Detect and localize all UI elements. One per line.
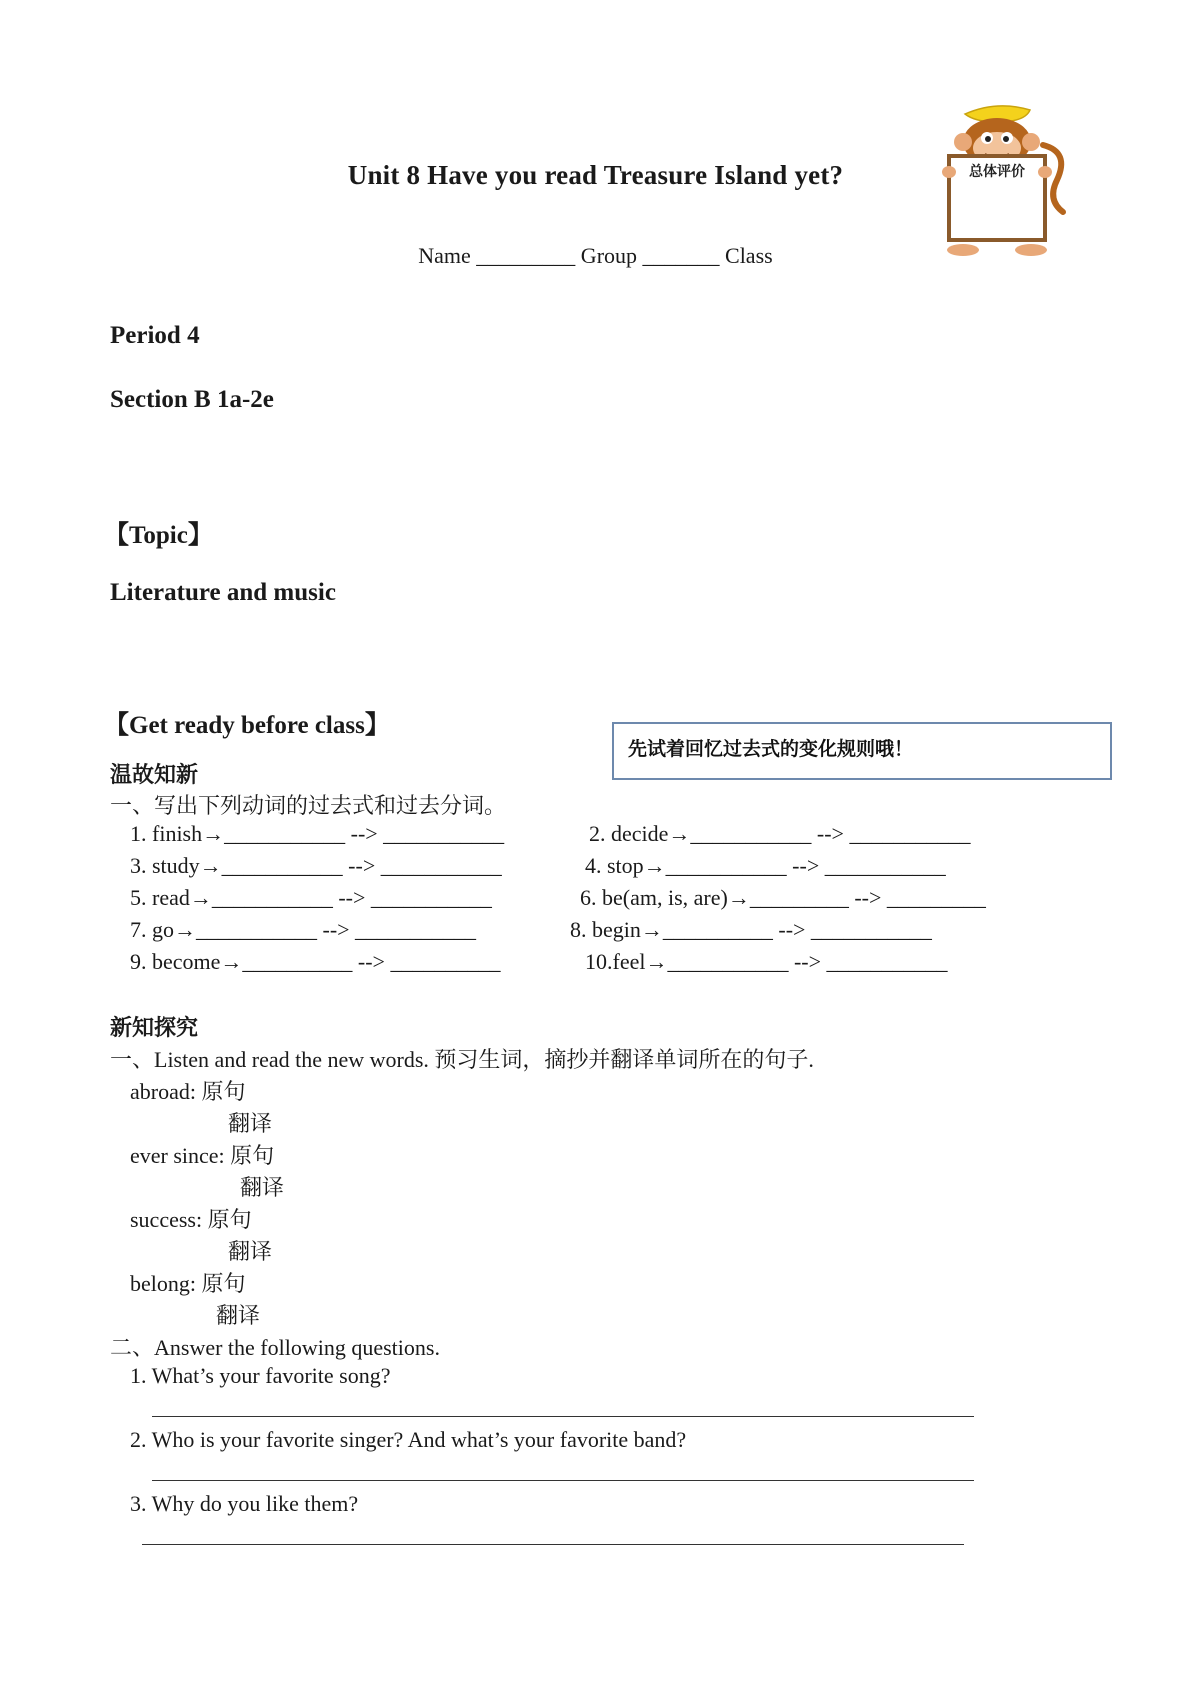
verb-item-9: 9. become→__________ --> __________ <box>130 949 501 974</box>
word-abroad: abroad: 原句 <box>130 1079 246 1104</box>
word-success: success: 原句 <box>130 1207 252 1232</box>
topic-text: Literature and music <box>110 579 336 606</box>
verb-item-7: 7. go→___________ --> ___________ <box>130 917 477 942</box>
verb-item-4: 4. stop→___________ --> ___________ <box>585 853 946 878</box>
answer-line-1[interactable] <box>152 1416 974 1417</box>
word-abroad-translate: 翻译 <box>228 1111 273 1136</box>
verb-item-10: 10.feel→___________ --> ___________ <box>585 949 948 974</box>
hint-text: 先试着回忆过去式的变化规则哦！ <box>628 738 914 760</box>
verb-item-2: 2. decide→___________ --> ___________ <box>589 821 971 846</box>
verb-item-5: 5. read→___________ --> ___________ <box>130 885 492 910</box>
new-knowledge-heading: 新知探究 <box>110 1016 199 1041</box>
verb-item-1: 1. finish→___________ --> ___________ <box>130 821 505 846</box>
review-instruction: 一、写出下列动词的过去式和过去分词。 <box>110 794 507 819</box>
page-title: Unit 8 Have you read Treasure Island yet? <box>347 160 844 190</box>
new-words-instruction: 一、Listen and read the new words. 预习生词，摘抄并翻译单词所在的句子. <box>110 1047 814 1072</box>
verb-item-6: 6. be(am, is, are)→_________ --> _________ <box>580 885 986 910</box>
answer-line-3[interactable] <box>142 1544 964 1545</box>
period-label: Period 4 <box>110 322 200 349</box>
word-belong: belong: 原句 <box>130 1271 246 1296</box>
topic-heading: 【Topic】 <box>104 522 213 549</box>
answer-line-2[interactable] <box>152 1480 974 1481</box>
get-ready-heading: 【Get ready before class】 <box>104 712 390 739</box>
word-ever-since-translate: 翻译 <box>240 1175 285 1200</box>
monkey-evaluation-illustration <box>925 100 1070 260</box>
verb-item-3: 3. study→___________ --> ___________ <box>130 853 502 878</box>
review-heading: 温故知新 <box>110 763 199 788</box>
word-ever-since: ever since: 原句 <box>130 1143 275 1168</box>
section-label: Section B 1a-2e <box>110 386 274 413</box>
question-3: 3. Why do you like them? <box>130 1491 359 1516</box>
question-1: 1. What’s your favorite song? <box>130 1363 391 1388</box>
question-2: 2. Who is your favorite singer? And what’s your favorite band? <box>130 1427 687 1452</box>
name-group-class-line: Name _________ Group _______ Class <box>418 243 773 268</box>
word-belong-translate: 翻译 <box>216 1303 261 1328</box>
questions-instruction: 二、Answer the following questions. <box>110 1335 440 1360</box>
word-success-translate: 翻译 <box>228 1239 273 1264</box>
badge-text: 总体评价 <box>969 164 1025 180</box>
hint-box <box>612 722 1112 780</box>
verb-item-8: 8. begin→__________ --> ___________ <box>570 917 932 942</box>
